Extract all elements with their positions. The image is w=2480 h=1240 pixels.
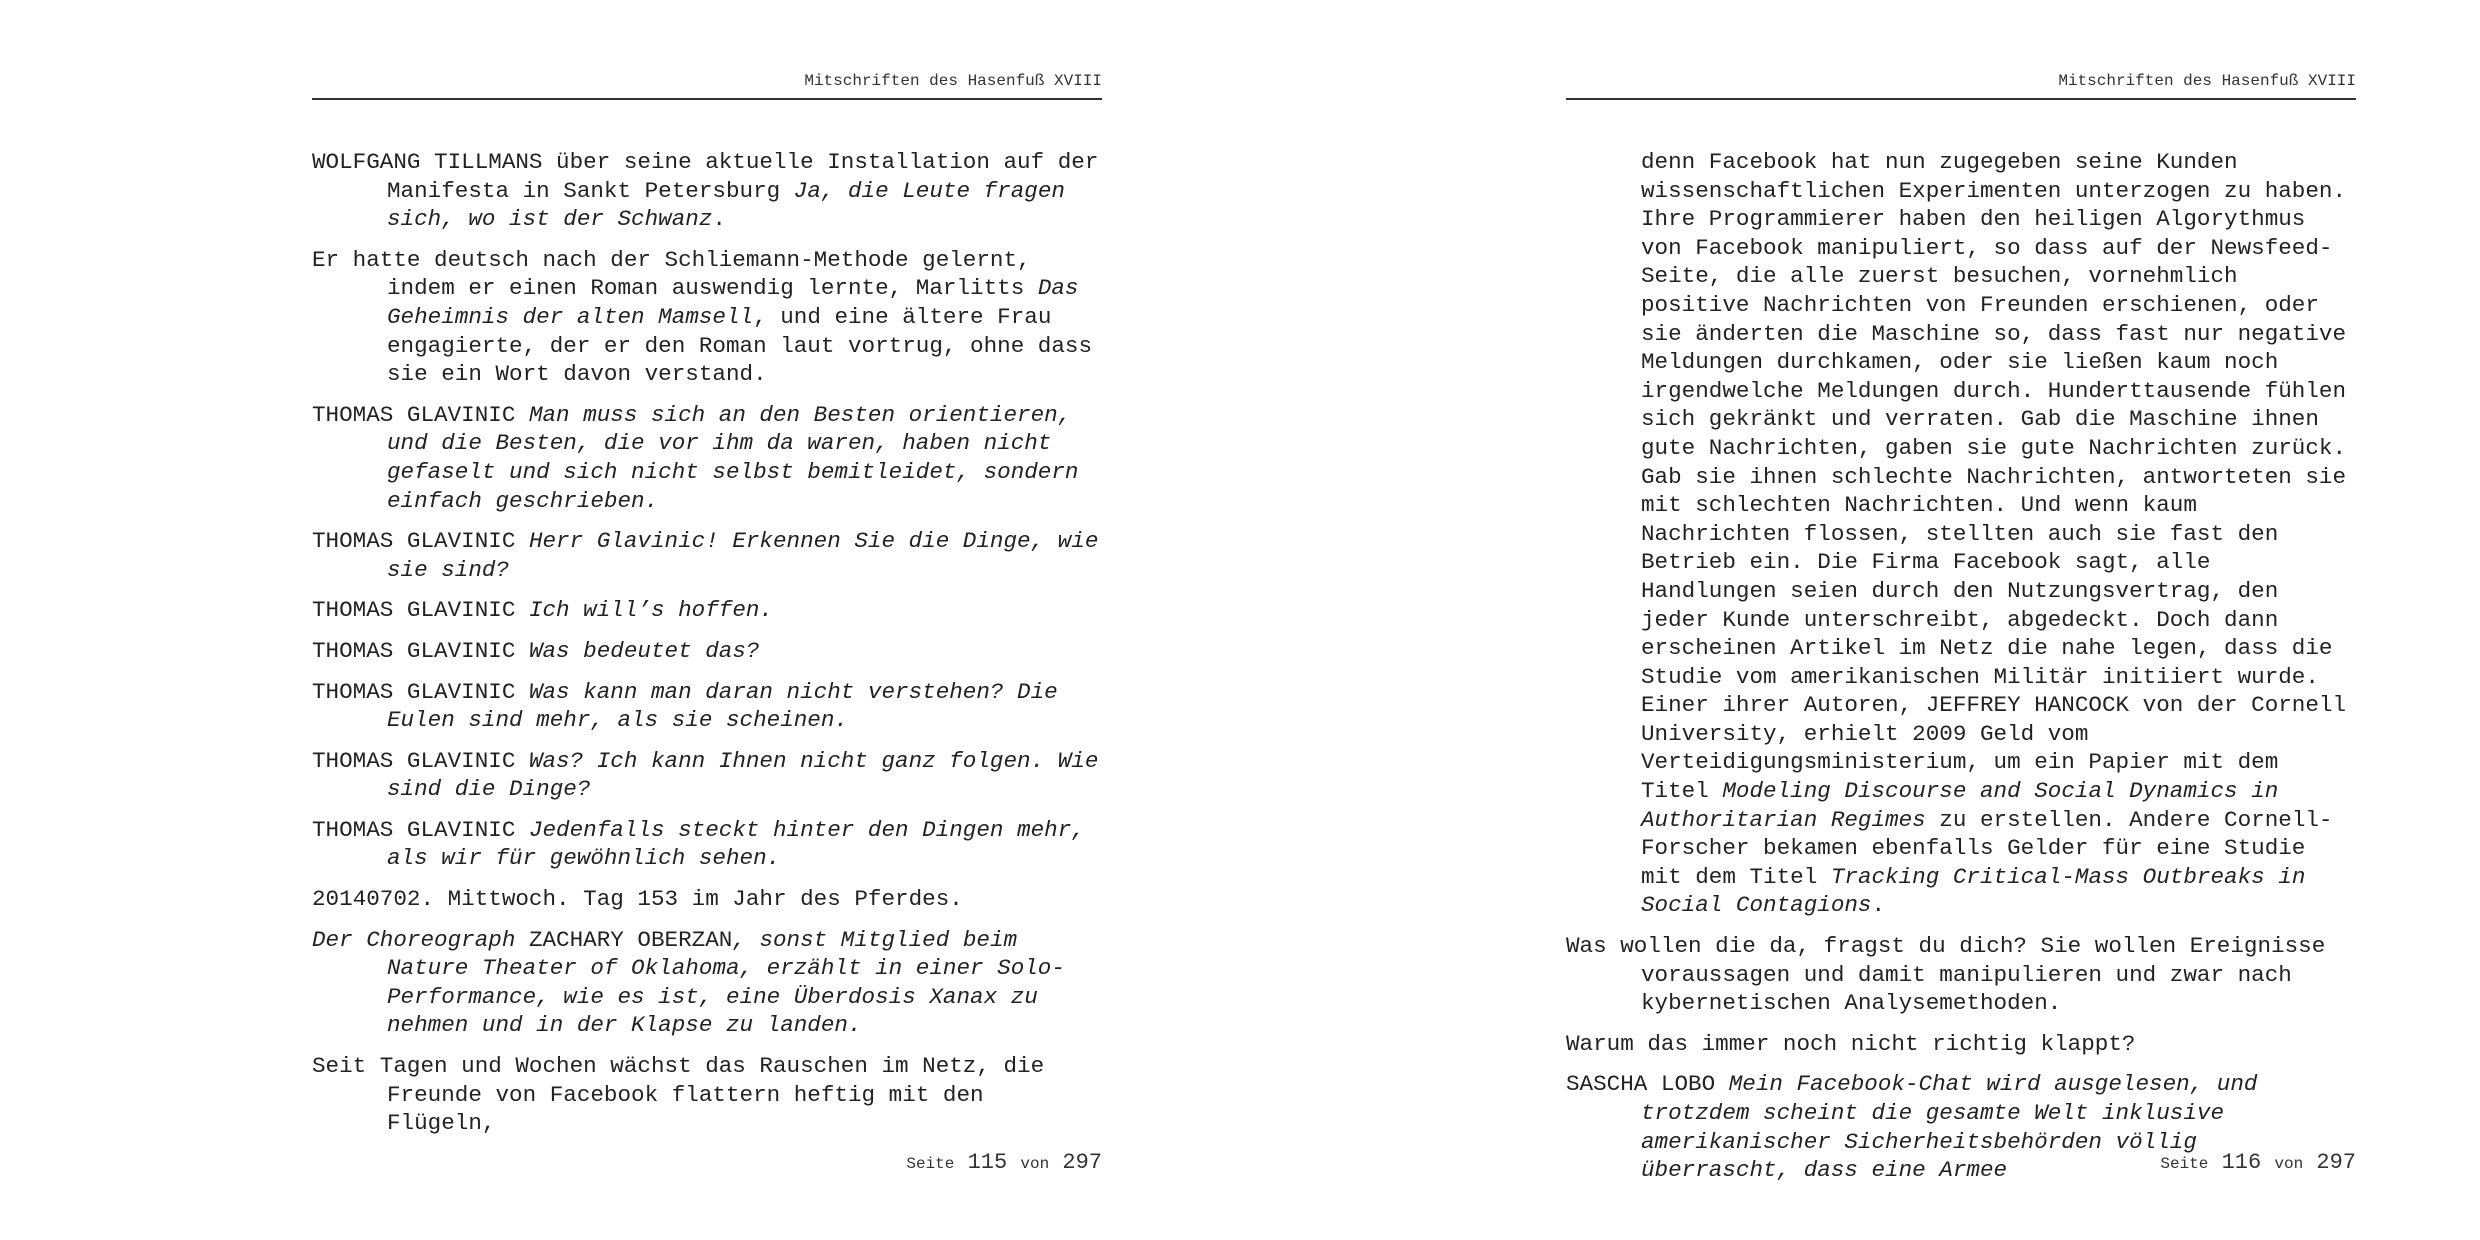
text-run-italic: , sonst Mitglied beim Nature Theater of Oklahoma, erzählt in einer Solo-Performance, wie es ist, eine Überdosis Xanax zu nehmen und in der Klapse zu landen. xyxy=(387,926,1065,1039)
speaker: THOMAS GLAVINIC xyxy=(312,528,529,555)
quote: Jedenfalls steckt hinter den Dingen mehr, als wir für gewöhnlich sehen. xyxy=(387,816,1085,872)
footer-page-number: 116 xyxy=(2221,1150,2262,1175)
text-run-italic: Tracking Critical-Mass Outbreaks in Social Contagions xyxy=(1641,863,2306,919)
footer-of-word: von xyxy=(2274,1155,2304,1173)
text-run: . xyxy=(712,206,726,233)
paragraph xyxy=(312,148,1102,234)
paragraph xyxy=(1566,932,2356,1018)
paragraph xyxy=(312,401,1102,515)
left-page xyxy=(312,0,1102,1240)
speaker: THOMAS GLAVINIC xyxy=(312,747,529,774)
footer-page-number: 115 xyxy=(967,1150,1008,1175)
footer-of-word: von xyxy=(1020,1155,1050,1173)
paragraph xyxy=(1566,1030,2356,1059)
text-run: zu erstellen. Andere Cornell-Forscher bekamen ebenfalls Gelder für eine Studie mit dem Titel xyxy=(1641,806,2333,890)
paragraph xyxy=(312,678,1102,735)
text-run: WOLFGANG TILLMANS über seine aktuelle Installation auf der Manifesta in Sankt Petersburg xyxy=(312,149,1099,204)
text-run: , und eine ältere Frau engagierte, der er den Roman laut vortrug, ohne dass sie ein Wort davon verstand. xyxy=(387,303,1093,388)
text-run: denn Facebook hat nun zugegeben seine Kunden wissenschaftlichen Experimenten unterzogen zu haben. Ihre Programmierer haben den heiligen Algorythmus von Facebook manipuliert, so dass auf der Newsfeed-Seite, die alle zuerst besuchen, vornehmlich positive Nachrichten von Freunden erschienen, oder sie änderten die Maschine so, dass fast nur negative Meldungen durchkamen, oder sie ließen kaum noch irgendwelche Meldungen durch. Hunderttausende fühlen sich gekränkt und verraten. Gab die Maschine ihnen gute Nachrichten, gaben sie gute Nachrichten zurück. Gab sie ihnen schlechte Nachrichten, antworteten sie mit schlechten Nachrichten. Und wenn kaum Nachrichten flossen, stellten auch sie fast den Betrieb ein. Die Firma Facebook sagt, alle Handlungen seien durch den Nutzungsvertrag, den jeder Kunde unterschreibt, abgedeckt. Doch dann erscheinen Artikel im Netz die nahe legen, dass die Studie vom amerikanischen Militär initiiert wurde. Einer ihrer Autoren, JEFFREY HANCOCK von der Cornell University, erhielt 2009 Geld vom Verteidigungsministerium, um ein Papier mit dem Titel xyxy=(1641,149,2347,805)
running-header: Mitschriften des Hasenfuß XVIII xyxy=(1566,72,2356,100)
text-run: 20140702. Mittwoch. Tag 153 im Jahr des Pferdes. xyxy=(312,886,963,913)
paragraph-continued xyxy=(1566,148,2356,920)
quote: Was kann man daran nicht verstehen? Die Eulen sind mehr, als sie scheinen. xyxy=(387,678,1058,734)
running-header: Mitschriften des Hasenfuß XVIII xyxy=(312,72,1102,100)
quote: Man muss sich an den Besten orientieren, und die Besten, die vor ihm da waren, haben nicht gefaselt und sich nicht selbst bemitleidet, sondern einfach geschrieben. xyxy=(387,401,1079,514)
page-number-footer xyxy=(2160,1150,2356,1175)
right-page xyxy=(1566,0,2356,1240)
page-body xyxy=(312,148,1102,1150)
paragraph xyxy=(312,926,1102,1040)
paragraph xyxy=(312,637,1102,666)
page-body xyxy=(1566,148,2356,1197)
page-number-footer xyxy=(906,1150,1102,1175)
footer-page-total: 297 xyxy=(2316,1150,2356,1175)
text-run-italic: Ja, die Leute fragen sich, wo ist der Schwanz xyxy=(387,177,1065,233)
quote: Was? Ich kann Ihnen nicht ganz folgen. Wie sind die Dinge? xyxy=(387,747,1099,803)
text-run: . xyxy=(1871,892,1886,919)
speaker: SASCHA LOBO xyxy=(1566,1071,1729,1098)
footer-page-word: Seite xyxy=(906,1155,955,1173)
footer-page-word: Seite xyxy=(2160,1155,2209,1173)
paragraph xyxy=(312,816,1102,873)
text-run-italic: Der Choreograph xyxy=(312,926,529,953)
speaker: THOMAS GLAVINIC xyxy=(312,597,529,624)
paragraph xyxy=(312,1052,1102,1138)
quote: Was bedeutet das? xyxy=(528,637,760,664)
text-run: ZACHARY OBERZAN xyxy=(528,926,733,953)
text-run: Was wollen die da, fragst du dich? Sie wollen Ereignisse voraussagen und damit manipulieren und zwar nach kybernetischen Analysemethoden. xyxy=(1566,933,2326,1017)
text-run-italic: Modeling Discourse and Social Dynamics in Authoritarian Regimes xyxy=(1641,778,2279,833)
text-run: Warum das immer noch nicht richtig klappt? xyxy=(1566,1030,2136,1057)
speaker: THOMAS GLAVINIC xyxy=(312,637,529,664)
text-run-italic: Das Geheimnis der alten Mamsell xyxy=(387,275,1079,330)
quote: Mein Facebook-Chat wird ausgelesen, und trotzdem scheint die gesamte Welt inklusive amerikanischer Sicherheitsbehörden völlig überrascht, dass eine Armee xyxy=(1641,1071,2258,1184)
paragraph xyxy=(312,246,1102,389)
quote: Ich will’s hoffen. xyxy=(528,597,773,624)
text-run: Seit Tagen und Wochen wächst das Rauschen im Netz, die Freunde von Facebook flattern heftig mit den Flügeln, xyxy=(312,1053,1045,1137)
footer-page-total: 297 xyxy=(1062,1150,1102,1175)
text-run: Er hatte deutsch nach der Schliemann-Methode gelernt, indem er einen Roman auswendig lernte, Marlitts xyxy=(312,246,1038,302)
date-entry xyxy=(312,885,1102,914)
paragraph xyxy=(312,596,1102,625)
paragraph xyxy=(312,747,1102,804)
speaker: THOMAS GLAVINIC xyxy=(312,816,529,843)
speaker: THOMAS GLAVINIC xyxy=(312,678,529,705)
paragraph xyxy=(312,527,1102,584)
speaker: THOMAS GLAVINIC xyxy=(312,401,529,428)
quote: Herr Glavinic! Erkennen Sie die Dinge, wie sie sind? xyxy=(387,528,1099,583)
